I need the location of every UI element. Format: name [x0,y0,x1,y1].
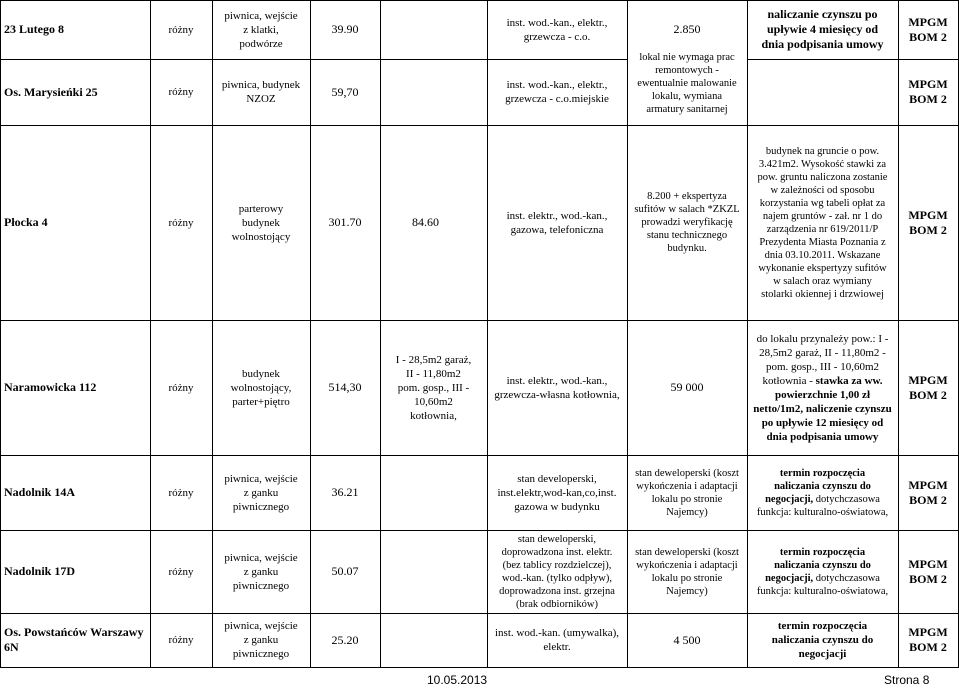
media-cell: inst. elektr., wod.-kan., grzewcza-własna kotłownia, [494,374,620,401]
notes-bold-text: termin rozpoczęcia naliczania czynszu do negocjacji, [765,467,871,505]
extra-area-cell: I - 28,5m2 garaż, II - 11,80m2 pom. gosp., III - 10,60m2 kotłownia, [395,353,472,422]
area-cell: 301.70 [328,215,362,229]
condition-cell: stan deweloperski (koszt wykończenia i adaptacji lokalu po stronie Najemcy) [635,546,739,597]
notes-cell: naliczanie czynszu po upływie 4 miesięcy od dnia podpisania umowy [761,7,884,51]
area-cell: 514,30 [328,380,362,394]
media-cell: stan deweloperski, doprowadzona inst. elektr. (bez tablicy rozdzielczej), wod.-kan. (tylko odpływ), doprowadzona inst. grzejna (brak odbiorników) [499,533,615,610]
organizer-cell: MPGM BOM 2 [908,556,948,586]
address-cell: Płocka 4 [4,215,48,229]
media-cell: stan developerski, inst.elektr,wod-kan,co,inst. gazowa w budynku [497,472,617,513]
notes-bold-text: termin rozpoczęcia naliczania czynszu do negocjacji, [765,546,871,584]
notes-cell [747,455,898,530]
address-cell: Os. Powstańców Warszawy 6N [4,625,144,654]
notes-bold-text: stawka za ww. powierzchnie 1,00 zł netto/1m2, naliczenie czynszu po upływie 12 miesięcy od dnia podpisania umowy [753,374,892,443]
notes-cell [747,320,898,455]
address-cell: Nadolnik 14A [4,485,76,499]
footer-page-number: Strona 8 [884,673,930,687]
type-cell: różny [168,486,194,499]
description-cell: piwnica, wejście z ganku piwnicznego [224,551,298,592]
notes-cell [747,530,898,613]
notes-cell: budynek na gruncie o pow. 3.421m2. Wysokość stawki za pow. gruntu naliczona zostanie w zależności od sposobu korzystania wg tabeli opłat za najem gruntów - zał. nr 1 do zarządzenia nr 619/2011/P Prezydenta Miasta Poznania z dnia 03.10.2011. Wskazane wykonanie ekspertyzy sufitów w salach oraz wymiany stolarki okiennej i drzwiowej [757,145,888,300]
type-cell: różny [168,216,194,229]
price-cell: 59 000 [670,380,704,394]
footer-date: 10.05.2013 [427,673,488,687]
area-cell: 25.20 [331,632,359,647]
organizer-cell: MPGM BOM 2 [908,207,948,237]
notes-plain-text: do lokalu przynależy pow.: I - 28,5m2 garaż, II - 11,80m2 - pom. gosp., III - 10,60m2 kotłownia - [756,332,889,387]
area-cell: 59,70 [331,84,359,99]
media-cell: inst. wod.-kan., elektr., grzewcza - c.o. [506,16,608,43]
condition-cell: stan deweloperski (koszt wykończenia i adaptacji lokalu po stronie Najemcy) [635,467,739,518]
description-cell: parterowy budynek wolnostojący [231,202,291,243]
description-cell: piwnica, budynek NZOZ [221,79,301,105]
type-cell: różny [168,634,194,646]
organizer-cell: MPGM BOM 2 [908,77,948,106]
notes-plain-text: dotychczasowa funkcja: kulturalno-oświatowa, [756,572,889,597]
notes-plain-text: dotychczasowa funkcja: kulturalno-oświatowa, [756,493,889,518]
price-cell: 8.200 + ekspertyza sufitów w salach *ZKZL prowadzi weryfikację stanu technicznego budynku. [634,191,740,254]
type-cell: różny [168,86,194,98]
organizer-cell: MPGM BOM 2 [908,372,948,402]
type-cell: różny [168,381,194,394]
area-cell: 50.07 [331,564,359,578]
extra-area-cell: 84.60 [412,215,439,229]
media-cell: inst. wod.-kan., elektr., grzewcza - c.o.miejskie [505,79,609,105]
condition-cell: lokal nie wymaga prac remontowych - ewentualnie malowanie lokalu, wymiana armatury sanitarnej [637,52,737,115]
description-cell: piwnica, wejście z klatki, podwórze [224,9,298,50]
price-cell: 4 500 [673,632,701,647]
organizer-cell: MPGM BOM 2 [908,477,948,507]
media-cell: inst. elektr., wod.-kan., gazowa, telefoniczna [506,209,608,236]
description-cell: piwnica, wejście z ganku piwnicznego [224,620,298,660]
type-cell: różny [168,23,194,36]
area-cell: 36.21 [331,485,359,499]
type-cell: różny [168,565,194,578]
organizer-cell: MPGM BOM 2 [908,14,948,44]
organizer-cell: MPGM BOM 2 [908,625,948,654]
address-cell: Naramowicka 112 [4,380,97,394]
address-cell: Nadolnik 17D [4,564,76,578]
address-cell: 23 Lutego 8 [4,22,64,36]
description-cell: piwnica, wejście z ganku piwnicznego [224,472,298,513]
price-cell: 2.850 [673,22,701,36]
description-cell: budynek wolnostojący, parter+piętro [230,367,292,408]
area-cell: 39.90 [331,22,359,36]
notes-cell: termin rozpoczęcia naliczania czynszu do negocjacji [771,620,874,660]
media-cell: inst. wod.-kan. (umywalka), elektr. [494,627,620,653]
address-cell: Os. Marysieńki 25 [4,84,98,99]
